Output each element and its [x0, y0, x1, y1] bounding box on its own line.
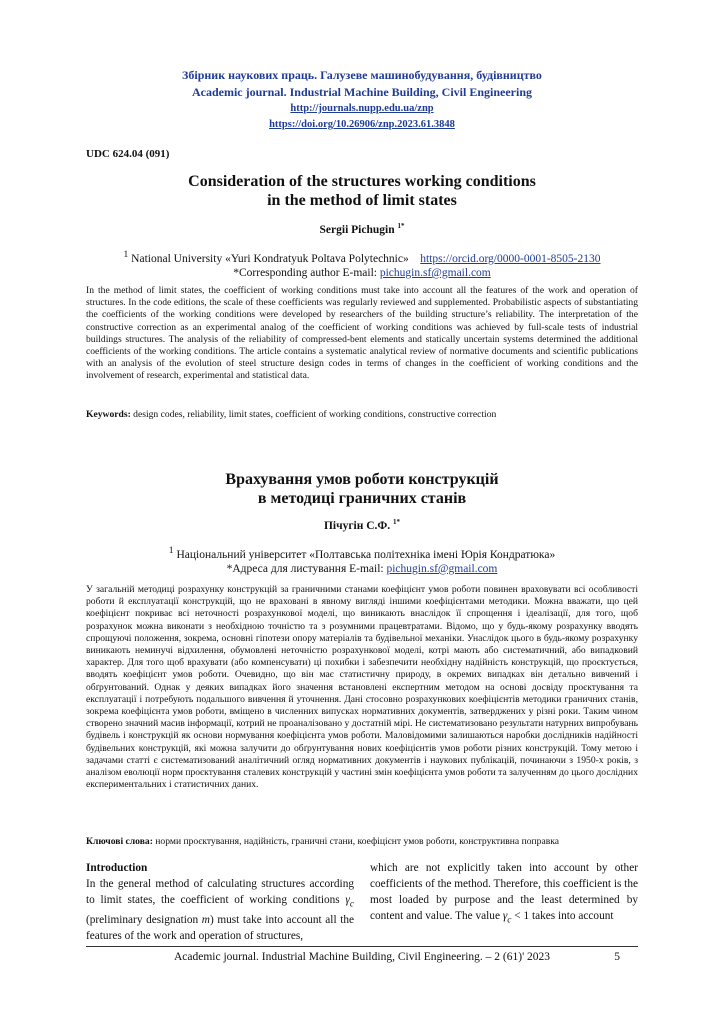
footer-divider — [86, 946, 638, 947]
keywords-en — [86, 409, 638, 421]
author-ua-sup: 1* — [393, 518, 401, 526]
affil-ua-name: Національний університет «Полтавська політехніка імені Юрія Кондратюка» — [176, 548, 556, 561]
email-ua-link[interactable]: pichugin.sf@gmail.com — [386, 562, 498, 575]
title-ua — [86, 470, 638, 508]
title-ua-line2: в методиці граничних станів — [257, 490, 467, 507]
email-en-link[interactable]: pichugin.sf@gmail.com — [379, 266, 491, 279]
body-text-3: ) must take into account all the features of the work and operation of structures, — [86, 914, 355, 943]
keywords-en-label: Keywords: — [86, 409, 131, 420]
footer-journal: Academic journal. Industrial Machine Building, Civil Engineering. – 2 (61)' 2023 — [173, 951, 551, 963]
abstract-ua: У загальній методиці розрахунку конструкцій за граничними станами коефіцієнт умов роботи повинен враховувати всі особливості роботи й експлуатації конструкцій, що не враховані в явному вигляді іншими коефіцієнтами методики. Можна вважати, що цей коефіцієнт покриває всі неточності розрахункової моделі, що виникають внаслідок її спрощення і ідеалізації, для того, щоб розрахунок можна виконати з необхідною точністю та з розумними працевтратами. Відомо, що у будь-якому розрахунку вводять спрощуючі положення, зокрема, основні гіпотези опору матеріалів та будівельної механіки. Унаслідок цього в будь-якому розрахунку виникають неминучі відхилення, обумовлені неточністю розрахункової моделі, котрі мають або систематичний, або випадковий характер. Для того щоб врахувати (або компенсувати) ці похибки і забезпечити необхідну надійність конструкцій, що проєктується, вводять коефіцієнт умов роботи. Очевидно, що він має статистичну природу, в окремих випадках він детально вивчений і обґрунтований. Однак у деяких випадках його значення встановлені експертним методом на основі досвіду проєктування та експлуатації і потребують подальшого вивчення й уточнення. Дані стосовно розрахункових коефіцієнтів методики граничних станів, зокрема коефіцієнта умов роботи, вміщено в численних випусках нормативних документів, затверджених у різні роки. Таким чином створено значний масив інформації, котрий не проаналізовано у достатній мірі. Не систематизовано результати натурних випробувань будівель і конструкцій як основи нормування коефіцієнта умов роботи. Маловідомими залишаються наробки дослідників надійності будівельних конструкцій, які можна залучити до обґрунтування нових коефіцієнтів умов роботи різних конструкцій. Тому метою і задачами статті є систематизований аналітичний огляд нормативних документів і наукових публікацій, починаючи з 1950-х років, з аналізом еволюції норм проєктування сталевих конструкцій у частині змін коефіцієнта умов роботи та залученням до цього дослідних експериментальних і статистичних даних. — [86, 584, 638, 791]
affil-en-sup: 1 — [123, 249, 129, 260]
body-text-2: (preliminary designation — [86, 914, 199, 927]
keywords-ua-text: норми проєктування, надійність, граничні стани, коефіцієнт умов роботи, конструктивна поправка — [155, 836, 560, 847]
author-ua-name: Пічугін С.Ф. — [323, 519, 391, 532]
affil-en-name: National University «Yuri Kondratyuk Poltava Polytechnic» — [131, 252, 409, 265]
corresponding-ua-label: *Адреса для листування E-mail: — [226, 562, 384, 575]
body-text-5: takes into account — [531, 910, 614, 922]
journal-header — [0, 67, 724, 133]
keywords-ua — [86, 836, 638, 848]
title-en — [86, 172, 638, 210]
orcid-link[interactable]: https://orcid.org/0000-0001-8505-2130 — [420, 252, 601, 265]
author-en-name: Sergii Pichugin — [319, 223, 395, 236]
gamma-symbol: $\gamma_c$ — [345, 894, 355, 910]
m-symbol: m — [201, 914, 210, 927]
keywords-ua-label: Ключові слова: — [86, 836, 153, 847]
title-en-line1: Consideration of the structures working conditions — [188, 173, 536, 190]
body-text-1: In the general method of calculating structures according to limit states, the coefficient of working conditions — [86, 878, 354, 906]
page-number: 5 — [614, 951, 620, 963]
journal-title-ua: Збірник наукових праць. Галузеве машинобудування, будівництво — [182, 68, 542, 82]
section-heading: Introduction — [86, 862, 148, 874]
abstract-en: In the method of limit states, the coefficient of working conditions must take into account all the features of the work and operation of structures. In the code editions, the scale of these coefficients was regularly reviewed and supplemented. Probabilistic aspects of substantiating the coefficients of the working conditions were developed by researchers of the building structure’s reliability. The interpretation of the constructive correction as an experimental analog of the coefficient of working conditions was achieved by full-scale tests of industrial buildings structures. The analysis of the reliability of compressed-bent elements and statically uncertain systems determined the additional coefficients of the working conditions. The article contains a systematic analytical review of normative documents and scientific publications with an analysis of the evolution of steel structure design codes in terms of changes in the coefficient of working conditions and the involvement of research, experimental and statistical data. — [86, 285, 638, 382]
title-en-line2: in the method of limit states — [267, 192, 457, 209]
author-ua — [86, 518, 638, 532]
keywords-en-text: design codes, reliability, limit states, coefficient of working conditions, constructive correction — [133, 409, 497, 420]
affiliation-ua — [86, 544, 638, 576]
author-en — [86, 222, 638, 236]
body-column-right — [370, 860, 638, 928]
title-ua-line1: Врахування умов роботи конструкцій — [225, 471, 499, 488]
body-text-4: which are not explicitly taken into account by other coefficients of the method. Therefore, this coefficient is the most loaded by purpose and the least determined by content and value. The value — [370, 862, 638, 922]
corresponding-en-label: *Corresponding author E-mail: — [233, 266, 377, 279]
journal-title-en: Academic journal. Industrial Machine Building, Civil Engineering — [191, 85, 533, 99]
affil-ua-sup: 1 — [168, 545, 174, 556]
udc-code: UDC 624.04 (091) — [86, 148, 170, 160]
author-en-sup: 1* — [397, 222, 405, 230]
doi-link[interactable]: https://doi.org/10.26906/znp.2023.61.3848 — [269, 119, 455, 130]
body-column-left — [86, 860, 354, 944]
affiliation-en — [86, 248, 638, 280]
journal-url-link[interactable]: http://journals.nupp.edu.ua/znp — [290, 103, 434, 114]
gamma-symbol-2: $\gamma_c$ — [502, 910, 512, 926]
lt-one: < 1 — [514, 910, 530, 922]
